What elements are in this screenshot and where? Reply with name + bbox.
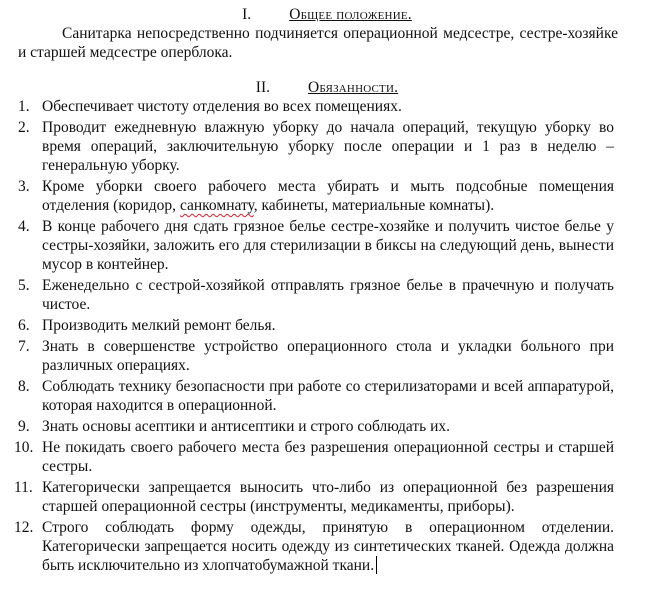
duties-list	[0, 97, 654, 577]
spellcheck-flagged-word[interactable]: санкомнату	[179, 197, 254, 215]
section-2-number: II.	[255, 79, 270, 96]
list-item-text: Производить мелкий ремонт белья.	[42, 317, 276, 335]
list-item-text: В конце рабочего дня сдать грязное белье сестре-хозяйке и получить чистое белье у сестры-хозяйки, заложить его для стерилизации в биксы на следующий день, вынести мусор в контейнер.	[42, 218, 614, 274]
list-item	[0, 316, 654, 335]
list-item-number: 11.	[14, 478, 33, 496]
list-item	[0, 276, 654, 314]
list-item	[0, 438, 654, 476]
section-1-number: I.	[242, 6, 252, 23]
list-item	[0, 118, 654, 176]
list-item-text: Знать основы асептики и антисептики и строго соблюдать их.	[42, 418, 451, 435]
list-item-number: 9.	[18, 418, 30, 435]
section-1-paragraph: Санитарка непосредственно подчиняется операционной медсестре, сестре-хозяйке и старшей медсестре оперблока.	[18, 25, 618, 62]
list-item-text: Соблюдать технику безопасности при работе со стерилизаторами и всей аппаратурой, которая находится в операционной.	[42, 378, 614, 415]
list-item-number: 6.	[18, 317, 30, 335]
list-item-number: 8.	[18, 378, 30, 395]
list-item-text	[42, 178, 614, 214]
list-item-text: Строго соблюдать форму одежды, принятую в операционном отделении. Категорически запрещается носить одежду из синтетических тканей. Одежда должна быть исключительно из хлопчатобумажной ткани.	[42, 518, 614, 575]
list-item	[0, 177, 654, 215]
list-item	[0, 417, 654, 436]
list-item-number: 12.	[14, 518, 34, 536]
list-item-number: 4.	[18, 218, 30, 235]
list-item-number: 5.	[18, 277, 30, 295]
list-item-number: 2.	[18, 118, 30, 136]
list-item	[0, 337, 654, 375]
list-item-text-part: Кроме уборки своего рабочего места убирать и мыть подсобные помещения отделения (коридор,	[42, 178, 614, 215]
list-item	[0, 518, 654, 576]
text-cursor	[376, 556, 377, 574]
section-2-title: Обязанности.	[308, 79, 399, 96]
list-item-text: Знать в совершенстве устройство операционного стола и укладки больного при различных операциях.	[42, 338, 614, 375]
list-item-number: 10.	[14, 438, 34, 456]
list-item	[0, 377, 654, 415]
list-item-text: Не покидать своего рабочего места без разрешения операционной сестры и старшей сестры.	[42, 438, 614, 475]
list-item-number: 1.	[18, 98, 30, 115]
list-item-text-part: , кабинеты, материальные комнаты).	[253, 197, 495, 215]
section-2-heading	[0, 78, 654, 97]
list-item-number: 7.	[18, 338, 30, 355]
section-1-title: Общее положение.	[289, 6, 412, 23]
list-item-number: 3.	[18, 178, 30, 195]
list-item	[0, 217, 654, 275]
list-item-text: Обеспечивает чистоту отделения во всех помещениях.	[42, 98, 402, 115]
section-1-heading	[0, 5, 654, 24]
list-item-text: Категорически запрещается выносить что-либо из операционной без разрешения старшей операционной сестры (инструменты, медикаменты, приборы).	[42, 478, 614, 515]
list-item-text: Проводит ежедневную влажную уборку до начала операций, текущую уборку во время операций, заключительную уборку после операции и 1 раз в неделю – генеральную уборку.	[42, 118, 614, 175]
list-item	[0, 478, 654, 516]
list-item	[0, 97, 654, 116]
list-item-text: Еженедельно с сестрой-хозяйкой отправлять грязное белье в прачечную и получать чистое.	[42, 277, 614, 314]
